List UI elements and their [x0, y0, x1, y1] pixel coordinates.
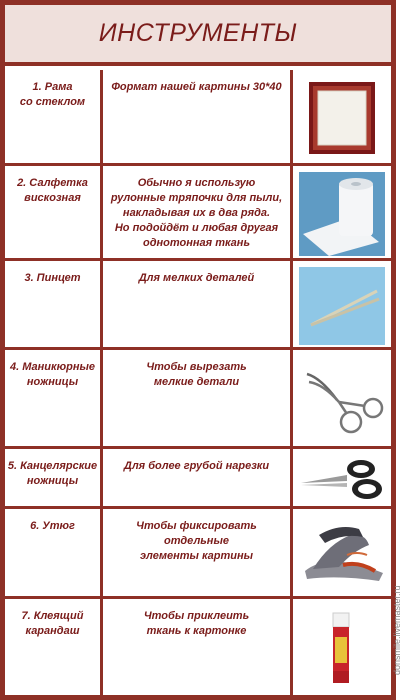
watermark: donsmile.livemaster.ru: [392, 585, 402, 675]
tool-description: Чтобы приклеить ткань к картонке: [103, 599, 293, 695]
table-row: [5, 261, 391, 350]
tool-description: Чтобы вырезать мелкие детали: [103, 350, 293, 446]
tool-image-cell: [293, 509, 391, 596]
tool-description: Для мелких деталей: [103, 261, 293, 347]
iron-icon: [299, 515, 385, 595]
table-row: [5, 166, 391, 261]
glue-stick-icon: [299, 605, 385, 689]
table-row: [5, 449, 391, 509]
tool-description: Для более грубой нарезки: [103, 449, 293, 506]
tool-name: 7. Клеящий карандаш: [5, 599, 103, 695]
table-row: [5, 509, 391, 599]
tool-description: Обычно я использую рулонные тряпочки для пыли, накладывая их в два ряда. Но подойдёт и любая другая однотонная ткань: [103, 166, 293, 258]
office-scissors-icon: [299, 455, 385, 503]
page-title: ИНСТРУМЕНТЫ: [98, 19, 298, 47]
tool-name: 1. Рама со стеклом: [5, 70, 103, 163]
tweezers-icon: [299, 267, 385, 345]
tool-description: Формат нашей картины 30*40: [103, 70, 293, 163]
tool-name: 2. Салфетка вискозная: [5, 166, 103, 258]
table-row: [5, 70, 391, 166]
frame-icon: [299, 76, 385, 160]
tool-image-cell: [293, 449, 391, 506]
tool-name: 5. Канцелярские ножницы: [5, 449, 103, 506]
tool-name: 6. Утюг: [5, 509, 103, 596]
manicure-scissors-icon: [299, 356, 385, 442]
tool-image-cell: [293, 261, 391, 347]
tool-image-cell: [293, 599, 391, 695]
cloth-roll-icon: [299, 172, 385, 256]
tool-image-cell: [293, 350, 391, 446]
tool-image-cell: [293, 166, 391, 258]
tool-name: 4. Маникюрные ножницы: [5, 350, 103, 446]
tool-name: 3. Пинцет: [5, 261, 103, 347]
tool-description: Чтобы фиксировать отдельные элементы картины: [103, 509, 293, 596]
table-header: [5, 5, 391, 66]
table-row: [5, 350, 391, 449]
table-row: [5, 599, 391, 695]
tool-image-cell: [293, 70, 391, 163]
